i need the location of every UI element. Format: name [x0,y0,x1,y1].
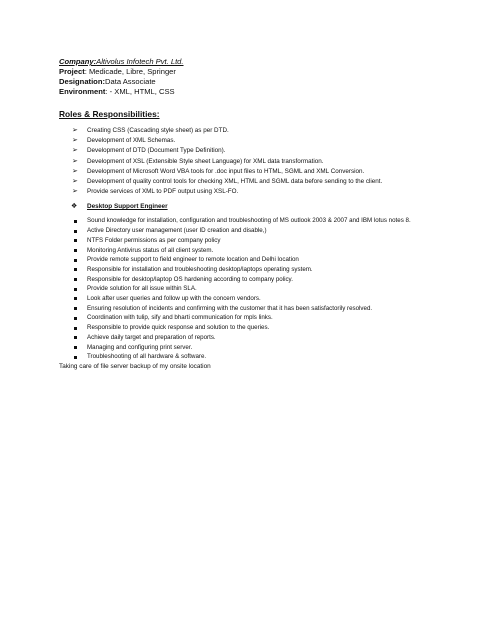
list-item: Achieve daily target and preparation of reports. [59,333,449,343]
list-item: Managing and configuring print server. [59,343,449,353]
diamond-bullet-icon: ❖ [71,203,78,211]
arrow-bullet-icon: ➢ [72,137,78,145]
environment-line [59,87,449,97]
arrow-bullet-icon: ➢ [72,157,78,165]
list-item: ➢ Development of XML Schemas. [59,136,449,146]
project-label: Project [59,67,85,76]
desktop-support-heading: ❖ Desktop Support Engineer [71,203,168,211]
square-bullet-icon [74,288,77,291]
duties-list [59,216,449,362]
square-bullet-icon [74,259,77,262]
square-bullet-icon [74,230,77,233]
resume-section [59,57,449,372]
company-value: Altivolus Infotech Pvt. Ltd. [96,57,184,66]
square-bullet-icon [74,239,77,242]
list-item: Troubleshooting of all hardware & software. [59,352,449,362]
designation-label: Designation: [59,77,105,86]
list-item: Sound knowledge for installation, configuration and troubleshooting of MS outlook 2003 & 2007 and IBM lotus notes 8. [59,216,437,226]
list-item: ➢ Development of XSL (Extensible Style sheet Language) for XML data transformation. [59,157,449,167]
list-item: Provide solution for all issue within SLA. [59,284,449,294]
roles-list [59,126,449,197]
company-label: Company: [59,57,97,66]
company-line [59,57,449,67]
list-item: ➢ Development of Microsoft Word VBA tools for .doc input files to HTML, SGML and XML Conversion. [59,167,449,177]
square-bullet-icon [74,346,77,349]
list-item: ➢ Development of quality control tools for checking XML, HTML and SGML data before sending to the client. [59,177,449,187]
arrow-bullet-icon: ➢ [72,147,78,155]
list-item: Responsible for installation and troubleshooting desktop/laptops operating system. [59,265,449,275]
project-line [59,67,449,77]
square-bullet-icon [74,297,77,300]
square-bullet-icon [74,307,77,310]
list-item: NTFS Folder permissions as per company policy [59,236,449,246]
list-item: Monitoring Antivirus status of all client system. [59,246,449,256]
list-item: Coordination with tulip, sify and bharti communication for mpls links. [59,313,449,323]
project-value: : Medicade, Libre, Springer [84,67,176,76]
list-item: Active Directory user management (user ID creation and disable,) [59,226,449,236]
list-item: ➢ Development of DTD (Document Type Definition). [59,146,449,156]
list-item: Provide remote support to field engineer to remote location and Delhi location [59,255,449,265]
arrow-bullet-icon: ➢ [72,127,78,134]
arrow-bullet-icon: ➢ [72,178,78,186]
closing-line: Taking care of file server backup of my onsite location [59,362,211,370]
square-bullet-icon [74,336,77,339]
square-bullet-icon [74,278,77,281]
square-bullet-icon [74,220,77,223]
designation-line [59,77,449,87]
square-bullet-icon [74,356,77,359]
list-item: ➢ Creating CSS (Cascading style sheet) as per DTD. [59,126,449,136]
list-item: Ensuring resolution of incidents and confirming with the customer that it has been satisfactorily resolved. [59,304,449,314]
environment-label: Environment [59,87,106,96]
list-item: Look after user queries and follow up with the concern vendors. [59,294,449,304]
arrow-bullet-icon: ➢ [72,188,78,196]
list-item: Responsible for desktop/laptop OS hardening according to company policy. [59,275,449,285]
list-item: ➢ Provide services of XML to PDF output using XSL-FO. [59,187,449,197]
square-bullet-icon [74,249,77,252]
environment-value: : - XML, HTML, CSS [105,87,175,96]
roles-heading: Roles & Responsibilities: [59,109,160,119]
square-bullet-icon [74,317,77,320]
list-item: Responsible to provide quick response and solution to the queries. [59,323,449,333]
square-bullet-icon [74,268,77,271]
square-bullet-icon [74,327,77,330]
arrow-bullet-icon: ➢ [72,167,78,175]
designation-value: Data Associate [105,77,156,86]
